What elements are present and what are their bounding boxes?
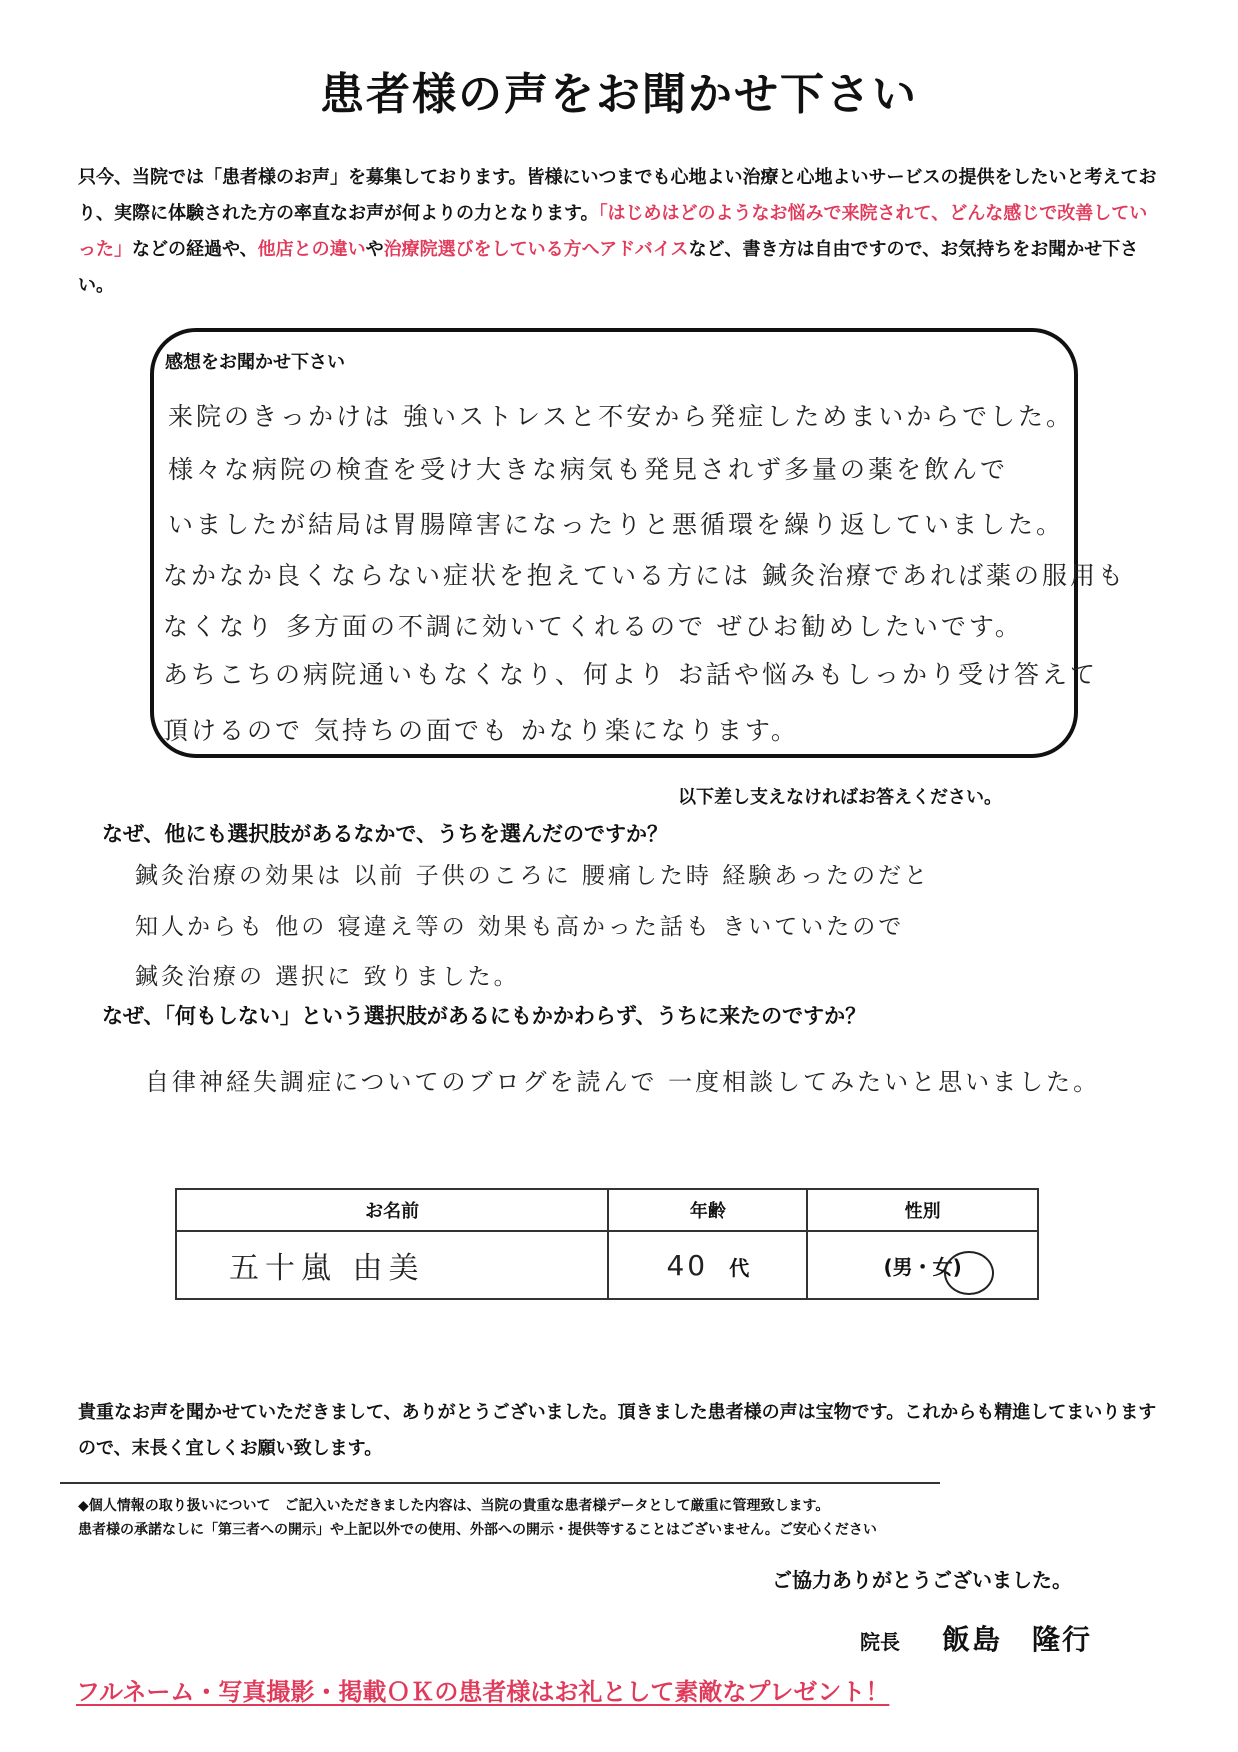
gender-female: 女)	[932, 1254, 962, 1279]
gender-choice	[878, 1241, 968, 1290]
intro-p5: や	[365, 239, 384, 260]
page-title: 患者様の声をお聞かせ下さい	[320, 69, 918, 120]
answer-2: 自律神経失調症についてのブログを読んで 一度相談してみたいと思いました。	[145, 1068, 1101, 1096]
divider	[60, 1482, 940, 1484]
impression-line: なかなか良くならない症状を抱えている方には 鍼灸治療であれば薬の服用も	[163, 561, 1126, 590]
closing-text: 貴重なお声を聞かせていただきまして、ありがとうございました。頂きました患者様の声は宝物です。これからも精進してまいりますので、末長く宜しくお願い致します。	[78, 1402, 1157, 1459]
gender-separator: ・	[912, 1254, 933, 1279]
thanks-text: ご協力ありがとうございました。	[772, 1568, 1072, 1592]
name-header: お名前	[176, 1189, 608, 1231]
privacy-line-1: ◆個人情報の取り扱いについて ご記入いただきました内容は、当院の貴重な患者様データとして厳重に管理致します。	[78, 1498, 830, 1514]
name-value: 五十嵐 由美	[229, 1251, 425, 1286]
intro-p1: 只今、当院では「患者様のお声」を募集しております。皆様にいつまでも心地よい治療と心地よいサービスの提供をしたいと考えており、実際に体験された方の率直なお声が何よりの力となります。	[78, 167, 1157, 224]
answer-1-line: 知人からも 他の 寝違え等の 効果も高かった話も きいていたので	[135, 914, 905, 940]
impressions-box	[150, 328, 1078, 758]
age-unit: 代	[729, 1255, 750, 1280]
intro-p3: などの経過や、	[132, 239, 258, 260]
director-name: 飯島 隆行	[942, 1623, 1093, 1656]
intro-highlight-2: 他店との違い	[257, 239, 366, 260]
answer-1-line: 鍼灸治療の 選択に 致りました。	[135, 964, 520, 990]
optional-note: 以下差し支えなければお答えください。	[678, 787, 1002, 808]
impression-line: 来院のきっかけは 強いストレスと不安から発症しためまいからでした。	[168, 402, 1074, 431]
gender-circle-mark	[944, 1251, 994, 1295]
question-2: なぜ、「何もしない」という選択肢があるにもかかわらず、うちに来たのですか？	[102, 1004, 867, 1028]
impression-line: 頂けるので 気持ちの面でも かなり楽になります。	[163, 716, 799, 745]
intro-highlight-1: 「はじめはどのようなお悩みで来院されて、どんな感じで改善していった」	[78, 203, 1148, 260]
impressions-label: 感想をお聞かせ下さい	[165, 352, 345, 373]
director-role: 院長	[860, 1630, 900, 1654]
present-notice: フルネーム・写真撮影・掲載ＯＫの患者様はお礼として素敵なプレゼント！	[76, 1678, 890, 1706]
impression-line: あちこちの病院通いもなくなり、何より お話や悩みもしっかり受け答えて	[163, 660, 1098, 689]
impression-line: いましたが結局は胃腸障害になったりと悪循環を繰り返していました。	[168, 510, 1065, 539]
intro-highlight-3: 治療院選びをしている方へアドバイス	[383, 239, 689, 260]
privacy-notice	[78, 1494, 1158, 1542]
answer-1-line: 鍼灸治療の効果は 以前 子供のころに 腰痛した時 経験あったのだと	[135, 863, 931, 889]
age-header: 年齢	[608, 1189, 807, 1231]
intro-text	[78, 160, 1158, 304]
age-value: 40	[666, 1248, 709, 1282]
patient-info-table	[175, 1188, 1039, 1300]
impression-line: なくなり 多方面の不調に効いてくれるので ぜひお勧めしたいです。	[163, 612, 1023, 641]
gender-male: (男	[883, 1254, 913, 1279]
impression-line: 様々な病院の検査を受け大きな病気も発見されず多量の薬を飲んで	[168, 455, 1009, 484]
intro-p7: など、書き方は自由ですので、お気持ちをお聞かせ下さい。	[78, 239, 1139, 296]
privacy-line-2: 患者様の承諾なしに「第三者への開示」や上記以外での使用、外部への開示・提供等することはございません。ご安心ください	[78, 1522, 877, 1538]
director-signature	[860, 1618, 1092, 1658]
gender-header: 性別	[807, 1189, 1038, 1231]
question-1: なぜ、他にも選択肢があるなかで、うちを選んだのですか？	[102, 822, 668, 846]
